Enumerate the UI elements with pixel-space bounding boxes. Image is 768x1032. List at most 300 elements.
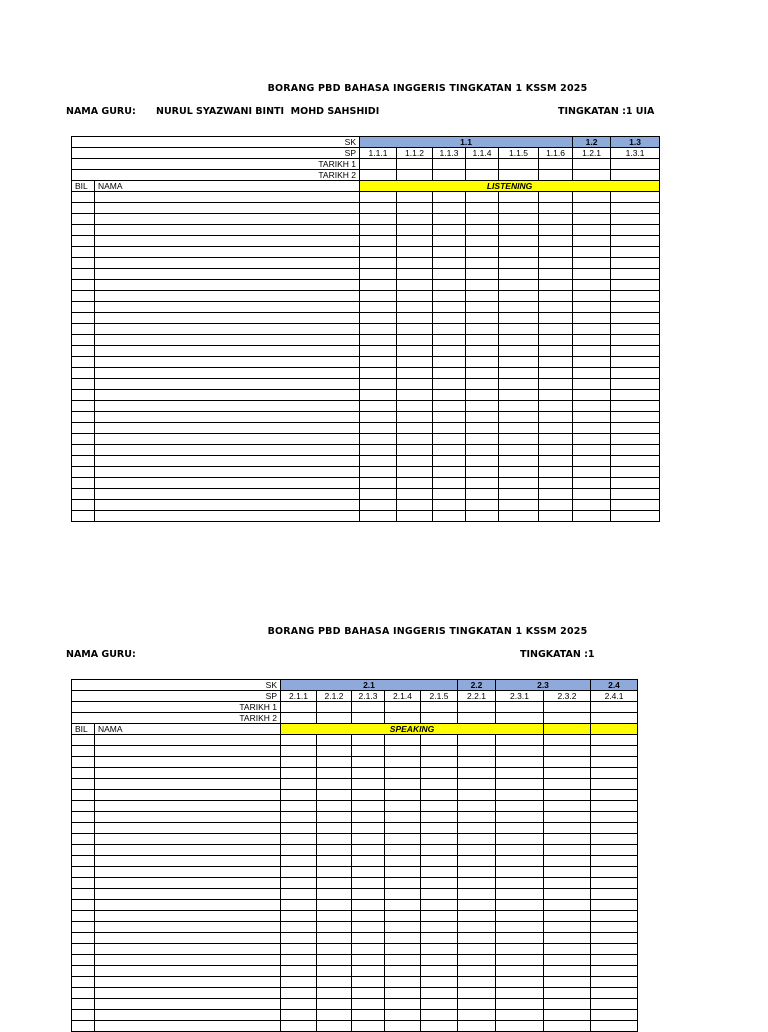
score-cell[interactable]	[573, 335, 611, 346]
date-cell[interactable]	[317, 713, 352, 724]
score-cell[interactable]	[281, 845, 317, 856]
score-cell[interactable]	[544, 878, 591, 889]
score-cell[interactable]	[433, 335, 466, 346]
bil-cell[interactable]	[72, 423, 95, 434]
score-cell[interactable]	[573, 247, 611, 258]
score-cell[interactable]	[611, 236, 660, 247]
score-cell[interactable]	[317, 889, 352, 900]
score-cell[interactable]	[317, 823, 352, 834]
score-cell[interactable]	[433, 379, 466, 390]
bil-cell[interactable]	[72, 379, 95, 390]
score-cell[interactable]	[352, 812, 385, 823]
score-cell[interactable]	[458, 889, 496, 900]
score-cell[interactable]	[352, 768, 385, 779]
score-cell[interactable]	[421, 812, 458, 823]
score-cell[interactable]	[421, 977, 458, 988]
bil-cell[interactable]	[72, 845, 95, 856]
score-cell[interactable]	[433, 192, 466, 203]
score-cell[interactable]	[385, 966, 421, 977]
bil-cell[interactable]	[72, 735, 95, 746]
bil-cell[interactable]	[72, 1010, 95, 1021]
date-cell[interactable]	[352, 702, 385, 713]
nama-cell[interactable]	[95, 900, 281, 911]
score-cell[interactable]	[433, 445, 466, 456]
score-cell[interactable]	[573, 236, 611, 247]
score-cell[interactable]	[499, 423, 539, 434]
score-cell[interactable]	[421, 1021, 458, 1032]
score-cell[interactable]	[385, 988, 421, 999]
score-cell[interactable]	[317, 768, 352, 779]
score-cell[interactable]	[397, 247, 433, 258]
score-cell[interactable]	[317, 911, 352, 922]
score-cell[interactable]	[421, 1010, 458, 1021]
score-cell[interactable]	[611, 357, 660, 368]
score-cell[interactable]	[317, 966, 352, 977]
nama-cell[interactable]	[95, 1010, 281, 1021]
score-cell[interactable]	[317, 867, 352, 878]
score-cell[interactable]	[591, 900, 638, 911]
score-cell[interactable]	[352, 735, 385, 746]
score-cell[interactable]	[421, 933, 458, 944]
bil-cell[interactable]	[72, 236, 95, 247]
score-cell[interactable]	[352, 878, 385, 889]
score-cell[interactable]	[573, 456, 611, 467]
score-cell[interactable]	[317, 1010, 352, 1021]
score-cell[interactable]	[499, 214, 539, 225]
score-cell[interactable]	[397, 302, 433, 313]
nama-cell[interactable]	[95, 944, 281, 955]
date-cell[interactable]	[360, 170, 397, 181]
score-cell[interactable]	[421, 867, 458, 878]
score-cell[interactable]	[573, 434, 611, 445]
date-cell[interactable]	[421, 713, 458, 724]
score-cell[interactable]	[591, 966, 638, 977]
score-cell[interactable]	[499, 412, 539, 423]
nama-cell[interactable]	[95, 779, 281, 790]
score-cell[interactable]	[499, 500, 539, 511]
score-cell[interactable]	[539, 203, 573, 214]
score-cell[interactable]	[458, 966, 496, 977]
score-cell[interactable]	[281, 933, 317, 944]
nama-cell[interactable]	[95, 735, 281, 746]
score-cell[interactable]	[496, 1010, 544, 1021]
score-cell[interactable]	[539, 192, 573, 203]
score-cell[interactable]	[591, 889, 638, 900]
score-cell[interactable]	[385, 1021, 421, 1032]
score-cell[interactable]	[466, 291, 499, 302]
score-cell[interactable]	[611, 258, 660, 269]
score-cell[interactable]	[499, 269, 539, 280]
nama-cell[interactable]	[95, 324, 360, 335]
score-cell[interactable]	[433, 467, 466, 478]
score-cell[interactable]	[385, 911, 421, 922]
score-cell[interactable]	[544, 955, 591, 966]
nama-cell[interactable]	[95, 867, 281, 878]
score-cell[interactable]	[360, 324, 397, 335]
nama-cell[interactable]	[95, 790, 281, 801]
score-cell[interactable]	[397, 313, 433, 324]
score-cell[interactable]	[433, 258, 466, 269]
score-cell[interactable]	[352, 746, 385, 757]
score-cell[interactable]	[433, 247, 466, 258]
score-cell[interactable]	[385, 845, 421, 856]
score-cell[interactable]	[466, 412, 499, 423]
score-cell[interactable]	[433, 291, 466, 302]
score-cell[interactable]	[591, 801, 638, 812]
score-cell[interactable]	[421, 988, 458, 999]
date-cell[interactable]	[466, 170, 499, 181]
score-cell[interactable]	[539, 478, 573, 489]
score-cell[interactable]	[499, 247, 539, 258]
score-cell[interactable]	[499, 225, 539, 236]
score-cell[interactable]	[573, 302, 611, 313]
score-cell[interactable]	[458, 977, 496, 988]
score-cell[interactable]	[458, 856, 496, 867]
score-cell[interactable]	[496, 812, 544, 823]
score-cell[interactable]	[544, 1021, 591, 1032]
bil-cell[interactable]	[72, 247, 95, 258]
score-cell[interactable]	[499, 291, 539, 302]
score-cell[interactable]	[317, 735, 352, 746]
bil-cell[interactable]	[72, 511, 95, 522]
score-cell[interactable]	[458, 823, 496, 834]
score-cell[interactable]	[539, 489, 573, 500]
score-cell[interactable]	[499, 511, 539, 522]
date-cell[interactable]	[539, 159, 573, 170]
score-cell[interactable]	[591, 779, 638, 790]
score-cell[interactable]	[433, 456, 466, 467]
score-cell[interactable]	[573, 500, 611, 511]
score-cell[interactable]	[591, 867, 638, 878]
score-cell[interactable]	[433, 236, 466, 247]
score-cell[interactable]	[385, 801, 421, 812]
nama-cell[interactable]	[95, 291, 360, 302]
score-cell[interactable]	[539, 456, 573, 467]
score-cell[interactable]	[499, 368, 539, 379]
score-cell[interactable]	[281, 823, 317, 834]
score-cell[interactable]	[458, 834, 496, 845]
score-cell[interactable]	[539, 236, 573, 247]
score-cell[interactable]	[397, 445, 433, 456]
score-cell[interactable]	[421, 757, 458, 768]
date-cell[interactable]	[317, 702, 352, 713]
score-cell[interactable]	[544, 889, 591, 900]
score-cell[interactable]	[421, 889, 458, 900]
score-cell[interactable]	[360, 214, 397, 225]
nama-cell[interactable]	[95, 1021, 281, 1032]
date-cell[interactable]	[573, 170, 611, 181]
score-cell[interactable]	[591, 812, 638, 823]
score-cell[interactable]	[466, 379, 499, 390]
score-cell[interactable]	[458, 999, 496, 1010]
score-cell[interactable]	[466, 313, 499, 324]
score-cell[interactable]	[352, 911, 385, 922]
score-cell[interactable]	[544, 790, 591, 801]
score-cell[interactable]	[466, 445, 499, 456]
score-cell[interactable]	[433, 511, 466, 522]
score-cell[interactable]	[499, 456, 539, 467]
bil-cell[interactable]	[72, 746, 95, 757]
score-cell[interactable]	[458, 757, 496, 768]
score-cell[interactable]	[360, 192, 397, 203]
score-cell[interactable]	[466, 302, 499, 313]
score-cell[interactable]	[611, 467, 660, 478]
score-cell[interactable]	[496, 856, 544, 867]
score-cell[interactable]	[360, 225, 397, 236]
score-cell[interactable]	[544, 911, 591, 922]
score-cell[interactable]	[281, 867, 317, 878]
score-cell[interactable]	[591, 922, 638, 933]
score-cell[interactable]	[397, 489, 433, 500]
score-cell[interactable]	[385, 735, 421, 746]
score-cell[interactable]	[499, 478, 539, 489]
score-cell[interactable]	[611, 445, 660, 456]
score-cell[interactable]	[544, 823, 591, 834]
score-cell[interactable]	[573, 412, 611, 423]
score-cell[interactable]	[611, 313, 660, 324]
score-cell[interactable]	[573, 346, 611, 357]
score-cell[interactable]	[573, 192, 611, 203]
score-cell[interactable]	[496, 746, 544, 757]
bil-cell[interactable]	[72, 900, 95, 911]
score-cell[interactable]	[360, 511, 397, 522]
score-cell[interactable]	[397, 368, 433, 379]
score-cell[interactable]	[433, 401, 466, 412]
nama-cell[interactable]	[95, 335, 360, 346]
score-cell[interactable]	[317, 812, 352, 823]
nama-cell[interactable]	[95, 203, 360, 214]
nama-cell[interactable]	[95, 302, 360, 313]
score-cell[interactable]	[281, 757, 317, 768]
nama-cell[interactable]	[95, 856, 281, 867]
score-cell[interactable]	[433, 412, 466, 423]
score-cell[interactable]	[281, 1010, 317, 1021]
score-cell[interactable]	[397, 500, 433, 511]
score-cell[interactable]	[281, 856, 317, 867]
score-cell[interactable]	[496, 999, 544, 1010]
score-cell[interactable]	[496, 735, 544, 746]
score-cell[interactable]	[281, 801, 317, 812]
nama-cell[interactable]	[95, 845, 281, 856]
score-cell[interactable]	[317, 790, 352, 801]
score-cell[interactable]	[281, 889, 317, 900]
score-cell[interactable]	[433, 390, 466, 401]
score-cell[interactable]	[433, 368, 466, 379]
score-cell[interactable]	[397, 467, 433, 478]
bil-cell[interactable]	[72, 757, 95, 768]
score-cell[interactable]	[458, 845, 496, 856]
bil-cell[interactable]	[72, 313, 95, 324]
score-cell[interactable]	[591, 845, 638, 856]
score-cell[interactable]	[281, 768, 317, 779]
bil-cell[interactable]	[72, 258, 95, 269]
score-cell[interactable]	[397, 214, 433, 225]
score-cell[interactable]	[611, 401, 660, 412]
score-cell[interactable]	[544, 801, 591, 812]
score-cell[interactable]	[397, 379, 433, 390]
date-cell[interactable]	[611, 170, 660, 181]
score-cell[interactable]	[317, 834, 352, 845]
nama-cell[interactable]	[95, 812, 281, 823]
date-cell[interactable]	[499, 159, 539, 170]
score-cell[interactable]	[281, 812, 317, 823]
bil-cell[interactable]	[72, 445, 95, 456]
score-cell[interactable]	[499, 357, 539, 368]
score-cell[interactable]	[397, 335, 433, 346]
score-cell[interactable]	[539, 500, 573, 511]
score-cell[interactable]	[499, 236, 539, 247]
score-cell[interactable]	[591, 878, 638, 889]
score-cell[interactable]	[352, 757, 385, 768]
score-cell[interactable]	[539, 280, 573, 291]
nama-cell[interactable]	[95, 889, 281, 900]
score-cell[interactable]	[421, 900, 458, 911]
score-cell[interactable]	[611, 225, 660, 236]
score-cell[interactable]	[458, 900, 496, 911]
score-cell[interactable]	[397, 390, 433, 401]
score-cell[interactable]	[466, 500, 499, 511]
score-cell[interactable]	[421, 922, 458, 933]
score-cell[interactable]	[385, 955, 421, 966]
score-cell[interactable]	[385, 768, 421, 779]
score-cell[interactable]	[458, 1021, 496, 1032]
score-cell[interactable]	[611, 434, 660, 445]
nama-cell[interactable]	[95, 823, 281, 834]
score-cell[interactable]	[281, 735, 317, 746]
bil-cell[interactable]	[72, 768, 95, 779]
score-cell[interactable]	[360, 368, 397, 379]
bil-cell[interactable]	[72, 500, 95, 511]
score-cell[interactable]	[611, 368, 660, 379]
score-cell[interactable]	[458, 768, 496, 779]
score-cell[interactable]	[397, 434, 433, 445]
score-cell[interactable]	[433, 357, 466, 368]
score-cell[interactable]	[433, 500, 466, 511]
score-cell[interactable]	[385, 746, 421, 757]
score-cell[interactable]	[433, 434, 466, 445]
score-cell[interactable]	[573, 324, 611, 335]
bil-cell[interactable]	[72, 966, 95, 977]
date-cell[interactable]	[573, 159, 611, 170]
score-cell[interactable]	[458, 867, 496, 878]
date-cell[interactable]	[433, 170, 466, 181]
bil-cell[interactable]	[72, 999, 95, 1010]
score-cell[interactable]	[496, 834, 544, 845]
score-cell[interactable]	[499, 324, 539, 335]
bil-cell[interactable]	[72, 988, 95, 999]
score-cell[interactable]	[466, 192, 499, 203]
score-cell[interactable]	[611, 500, 660, 511]
score-cell[interactable]	[360, 423, 397, 434]
score-cell[interactable]	[360, 489, 397, 500]
score-cell[interactable]	[499, 489, 539, 500]
score-cell[interactable]	[611, 214, 660, 225]
score-cell[interactable]	[281, 966, 317, 977]
nama-cell[interactable]	[95, 834, 281, 845]
score-cell[interactable]	[466, 225, 499, 236]
score-cell[interactable]	[317, 801, 352, 812]
score-cell[interactable]	[466, 280, 499, 291]
bil-cell[interactable]	[72, 955, 95, 966]
score-cell[interactable]	[352, 988, 385, 999]
bil-cell[interactable]	[72, 478, 95, 489]
score-cell[interactable]	[317, 955, 352, 966]
score-cell[interactable]	[385, 944, 421, 955]
score-cell[interactable]	[317, 999, 352, 1010]
score-cell[interactable]	[496, 977, 544, 988]
score-cell[interactable]	[611, 511, 660, 522]
score-cell[interactable]	[611, 269, 660, 280]
nama-cell[interactable]	[95, 280, 360, 291]
score-cell[interactable]	[352, 977, 385, 988]
score-cell[interactable]	[385, 757, 421, 768]
score-cell[interactable]	[573, 379, 611, 390]
score-cell[interactable]	[539, 434, 573, 445]
date-cell[interactable]	[385, 702, 421, 713]
score-cell[interactable]	[352, 801, 385, 812]
nama-cell[interactable]	[95, 511, 360, 522]
score-cell[interactable]	[544, 999, 591, 1010]
score-cell[interactable]	[499, 379, 539, 390]
nama-cell[interactable]	[95, 236, 360, 247]
bil-cell[interactable]	[72, 401, 95, 412]
score-cell[interactable]	[360, 258, 397, 269]
bil-cell[interactable]	[72, 346, 95, 357]
score-cell[interactable]	[397, 236, 433, 247]
score-cell[interactable]	[499, 280, 539, 291]
score-cell[interactable]	[591, 757, 638, 768]
bil-cell[interactable]	[72, 390, 95, 401]
score-cell[interactable]	[360, 379, 397, 390]
score-cell[interactable]	[611, 489, 660, 500]
nama-cell[interactable]	[95, 368, 360, 379]
score-cell[interactable]	[544, 746, 591, 757]
score-cell[interactable]	[544, 735, 591, 746]
nama-cell[interactable]	[95, 225, 360, 236]
score-cell[interactable]	[397, 269, 433, 280]
score-cell[interactable]	[499, 390, 539, 401]
score-cell[interactable]	[611, 423, 660, 434]
score-cell[interactable]	[544, 834, 591, 845]
score-cell[interactable]	[352, 955, 385, 966]
nama-cell[interactable]	[95, 423, 360, 434]
score-cell[interactable]	[281, 900, 317, 911]
score-cell[interactable]	[360, 390, 397, 401]
nama-cell[interactable]	[95, 966, 281, 977]
score-cell[interactable]	[591, 823, 638, 834]
date-cell[interactable]	[421, 702, 458, 713]
score-cell[interactable]	[499, 467, 539, 478]
bil-cell[interactable]	[72, 944, 95, 955]
score-cell[interactable]	[421, 779, 458, 790]
score-cell[interactable]	[466, 368, 499, 379]
nama-cell[interactable]	[95, 247, 360, 258]
score-cell[interactable]	[397, 478, 433, 489]
score-cell[interactable]	[458, 746, 496, 757]
score-cell[interactable]	[539, 423, 573, 434]
score-cell[interactable]	[352, 1010, 385, 1021]
score-cell[interactable]	[591, 911, 638, 922]
nama-cell[interactable]	[95, 768, 281, 779]
bil-cell[interactable]	[72, 823, 95, 834]
nama-cell[interactable]	[95, 478, 360, 489]
score-cell[interactable]	[539, 335, 573, 346]
score-cell[interactable]	[466, 346, 499, 357]
score-cell[interactable]	[499, 335, 539, 346]
score-cell[interactable]	[539, 291, 573, 302]
score-cell[interactable]	[611, 291, 660, 302]
score-cell[interactable]	[611, 302, 660, 313]
